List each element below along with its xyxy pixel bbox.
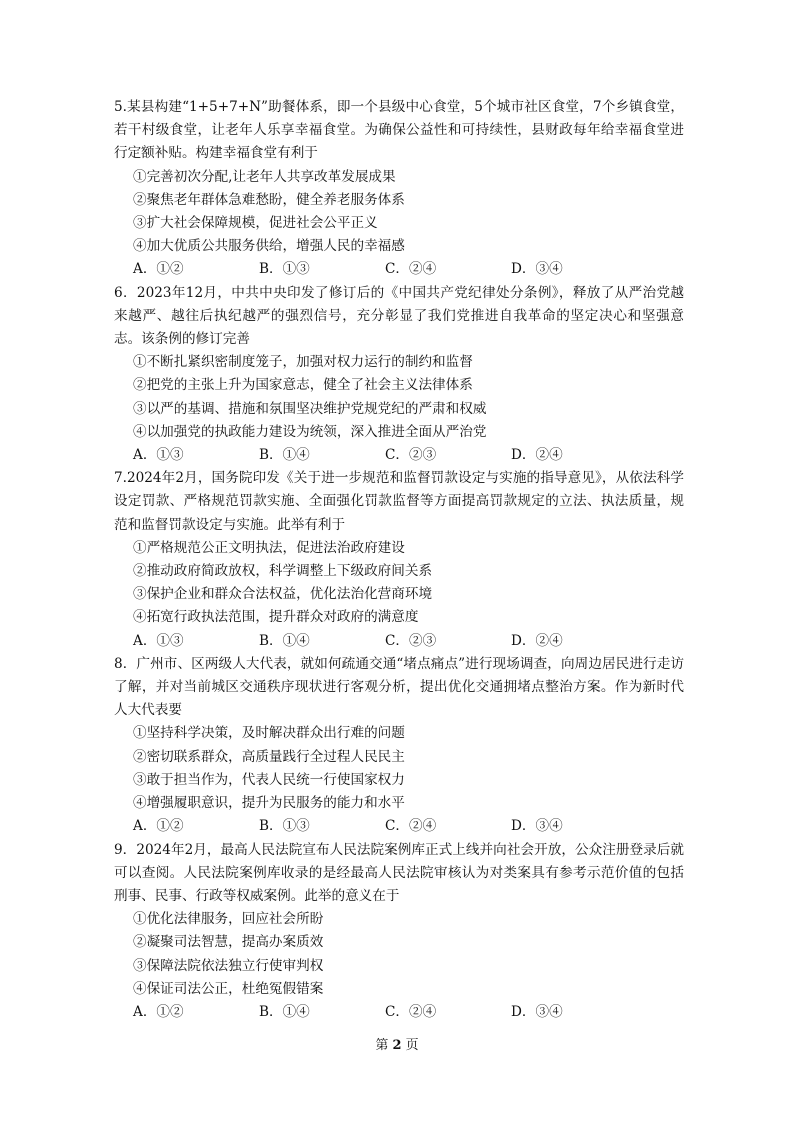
choice-c: C．②④: [385, 818, 437, 835]
statement-2: ②凝聚司法智慧，提高办案质效: [133, 934, 324, 951]
answer-choices: [133, 444, 684, 467]
statement-2: ②把党的主张上升为国家意志，健全了社会主义法律体系: [133, 377, 473, 394]
question-8: [114, 653, 684, 839]
statement-3: ③敢于担当作为，代表人民统一行使国家权力: [133, 771, 405, 788]
choice-b: B．①③: [259, 261, 310, 278]
statement-2: ②密切联系群众，高质量践行全过程人民民主: [133, 748, 405, 765]
statement-1: ①完善初次分配,让老年人共享改革发展成果: [133, 168, 396, 185]
page-footer: [0, 1036, 794, 1056]
choice-c: C．②③: [385, 447, 437, 464]
statement-1: ①严格规范公正文明执法，促进法治政府建设: [133, 539, 405, 556]
statement-4: ④加大优质公共服务供给，增强人民的幸福感: [133, 238, 405, 255]
choice-a: A．①②: [133, 261, 184, 278]
statement-2: ②推动政府简政放权，科学调整上下级政府间关系: [133, 563, 433, 580]
choice-b: B．①④: [259, 632, 310, 649]
statement-1: ①坚持科学决策，及时解决群众出行难的问题: [133, 725, 405, 742]
choice-d: D．③④: [511, 818, 563, 835]
statement-4: ④以加强党的执政能力建设为统领，深入推进全面从严治党: [133, 423, 487, 440]
answer-choices: [133, 258, 684, 281]
question-7: [114, 467, 684, 653]
statement-1: ①优化法律服务，回应社会所盼: [133, 911, 324, 928]
statement-3: ③以严的基调、措施和氛围坚决维护党规党纪的严肃和权威: [133, 400, 487, 417]
statement-1: ①不断扎紧织密制度笼子，加强对权力运行的制约和监督: [133, 354, 473, 371]
statement-4: ④拓宽行政执法范围，提升群众对政府的满意度: [133, 609, 419, 626]
statement-3: ③保障法院依法独立行使审判权: [133, 957, 324, 974]
footer-suffix: 页: [405, 1038, 419, 1053]
statement-3: ③保护企业和群众合法权益，优化法治化营商环境: [133, 586, 433, 603]
choice-d: D．③④: [511, 1003, 563, 1020]
choice-b: B．①④: [259, 1003, 310, 1020]
choice-d: D．②④: [511, 447, 563, 464]
statement-3: ③扩大社会保障规模，促进社会公平正义: [133, 215, 378, 232]
question-stem: 5.某县构建“1+5+7+N”助餐体系，即一个县级中心食堂，5个城市社区食堂，7个乡镇食堂，若干村级食堂，让老年人乐享幸福食堂。为确保公益性和可持续性，县财政每年给幸福食堂进行定额补贴。构建幸福食堂有利于: [114, 99, 684, 162]
choice-c: C．②④: [385, 1003, 437, 1020]
choice-c: C．②④: [385, 261, 437, 278]
statement-4: ④保证司法公正，杜绝冤假错案: [133, 980, 324, 997]
statement-4: ④增强履职意识，提升为民服务的能力和水平: [133, 795, 405, 812]
footer-prefix: 第: [375, 1038, 389, 1053]
choice-a: A．①②: [133, 1003, 184, 1020]
question-stem: 9．2024年2月，最高人民法院宣布人民法院案例库正式上线并向社会开放，公众注册登录后就可以查阅。人民法院案例库收录的是经最高人民法院审核认为对类案具有参考示范价值的包括刑事、民事、行政等权威案例。此举的意义在于: [114, 841, 684, 904]
question-list: [114, 96, 684, 1024]
question-stem: 8．广州市、区两级人大代表，就如何疏通交通“堵点痛点”进行现场调查，向周边居民进行走访了解，并对当前城区交通秩序现状进行客观分析，提出优化交通拥堵点整治方案。作为新时代人大代表要: [114, 655, 684, 719]
choice-d: D．②④: [511, 632, 563, 649]
answer-choices: [133, 815, 684, 838]
choice-a: A．①②: [133, 818, 184, 835]
question-5: [114, 96, 684, 282]
choice-c: C．②③: [385, 632, 437, 649]
answer-choices: [133, 630, 684, 653]
question-stem: 7.2024年2月，国务院印发《关于进一步规范和监督罚款设定与实施的指导意见》，从依法科学设定罚款、严格规范罚款实施、全面强化罚款监督等方面提高罚款规定的立法、执法质量，规范和监督罚款设定与实施。此举有利于: [114, 470, 684, 533]
page-number: 2: [392, 1038, 402, 1053]
answer-choices: [133, 1001, 684, 1024]
choice-a: A．①③: [133, 632, 184, 649]
choice-b: B．①③: [259, 818, 310, 835]
choice-a: A．①③: [133, 447, 184, 464]
question-9: [114, 839, 684, 1025]
choice-b: B．①④: [259, 447, 310, 464]
statement-2: ②聚焦老年群体急难愁盼，健全养老服务体系: [133, 191, 405, 208]
question-stem: 6．2023年12月，中共中央印发了修订后的《中国共产党纪律处分条例》，释放了从严治党越来越严、越往后执纪越严的强烈信号，充分彰显了我们党推进自我革命的坚定决心和坚强意志。该条例的修订完善: [114, 284, 684, 348]
choice-d: D．③④: [511, 261, 563, 278]
question-6: [114, 282, 684, 468]
